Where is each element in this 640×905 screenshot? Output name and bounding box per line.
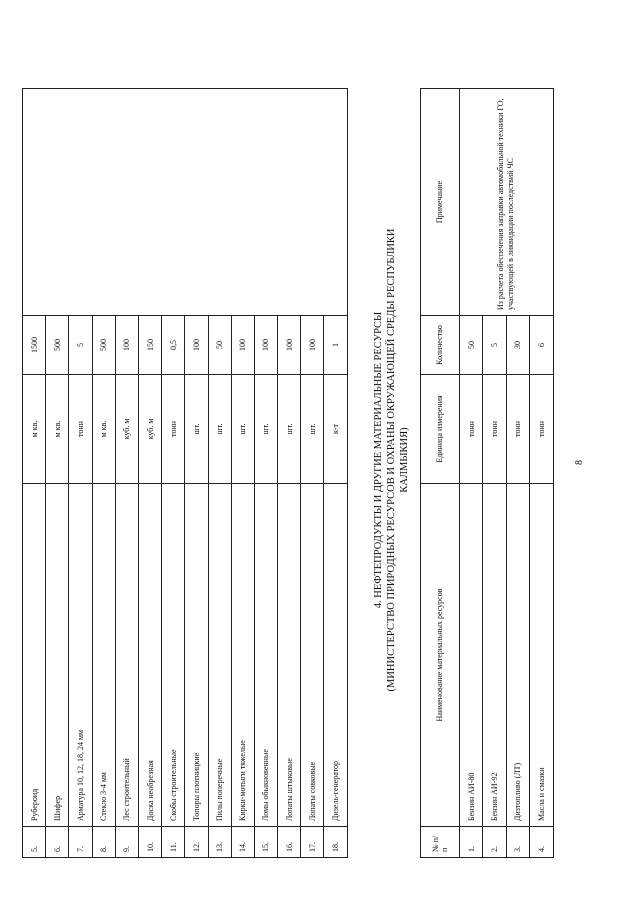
- cell-qty: 0,5: [162, 316, 185, 375]
- cell-note: [23, 89, 348, 316]
- cell-num: 11.: [162, 827, 185, 858]
- cell-num: 15.: [254, 827, 277, 858]
- cell-qty: 50: [208, 316, 231, 375]
- table-header-row: [421, 89, 460, 858]
- cell-unit: шт.: [278, 375, 301, 484]
- cell-qty: 100: [185, 316, 208, 375]
- cell-qty: 50: [460, 316, 483, 375]
- section-title-line2: (МИНИСТЕРСТВО ПРИРОДНЫХ РЕСУРСОВ И ОХРАНЫ ОКРУЖАЮЩЕЙ СРЕДЫ РЕСПУБЛИКИ КАЛМЫКИЯ): [386, 228, 410, 692]
- cell-num: 3.: [506, 827, 529, 858]
- cell-name: Бензин АИ-92: [483, 484, 506, 827]
- cell-qty: 5: [483, 316, 506, 375]
- header-name: Наименование материальных ресурсов: [421, 484, 460, 827]
- cell-unit: к-т: [324, 375, 347, 484]
- section-title-line1: 4. НЕФТЕПРОДУКТЫ И ДРУГИЕ МАТЕРИАЛЬНЫЕ РЕСУРСЫ: [373, 311, 384, 609]
- cell-num: 2.: [483, 827, 506, 858]
- cell-qty: 100: [115, 316, 138, 375]
- resources-table-continued: [22, 88, 348, 858]
- header-num: № п/п: [421, 827, 460, 858]
- cell-unit: шт.: [231, 375, 254, 484]
- cell-qty: 1500: [23, 316, 46, 375]
- cell-unit: шт.: [208, 375, 231, 484]
- cell-num: 9.: [115, 827, 138, 858]
- cell-name: Скобы строительные: [162, 484, 185, 827]
- cell-unit: тонн: [460, 375, 483, 484]
- cell-unit: тонн: [483, 375, 506, 484]
- table-row: [23, 89, 46, 858]
- cell-name: Лес строительный: [115, 484, 138, 827]
- cell-num: 16.: [278, 827, 301, 858]
- cell-num: 18.: [324, 827, 347, 858]
- section-title: [372, 225, 411, 695]
- cell-unit: шт.: [301, 375, 324, 484]
- cell-qty: 500: [92, 316, 115, 375]
- cell-name: Дизель-генератор: [324, 484, 347, 827]
- cell-name: Лопаты штыковые: [278, 484, 301, 827]
- cell-unit: м кв.: [46, 375, 69, 484]
- cell-num: 14.: [231, 827, 254, 858]
- cell-qty: 100: [254, 316, 277, 375]
- cell-unit: тонн: [506, 375, 529, 484]
- cell-name: Шифер: [46, 484, 69, 827]
- cell-unit: куб. м: [115, 375, 138, 484]
- cell-name: Пилы поперечные: [208, 484, 231, 827]
- cell-name: Ломы обыкновенные: [254, 484, 277, 827]
- cell-name: Лопаты совковые: [301, 484, 324, 827]
- cell-num: 1.: [460, 827, 483, 858]
- cell-note: Из расчета обеспечения заправки автомобильной техники ГО, участвующей в ликвидации последствий ЧС: [460, 89, 554, 316]
- resources-table-body: [23, 89, 348, 858]
- cell-name: Стекло 3-4 мм: [92, 484, 115, 827]
- cell-num: 17.: [301, 827, 324, 858]
- table-row: [460, 89, 483, 858]
- cell-qty: 100: [231, 316, 254, 375]
- cell-qty: 500: [46, 316, 69, 375]
- cell-name: Кирки-мотыги тяжелые: [231, 484, 254, 827]
- cell-name: Арматура 10, 12, 18, 24 мм: [69, 484, 92, 827]
- header-note: Примечание: [421, 89, 460, 316]
- cell-num: 13.: [208, 827, 231, 858]
- petroleum-table-body: [421, 89, 554, 858]
- cell-num: 7.: [69, 827, 92, 858]
- cell-unit: шт.: [254, 375, 277, 484]
- cell-qty: 5: [69, 316, 92, 375]
- cell-qty: 100: [278, 316, 301, 375]
- page-number: 8: [574, 460, 585, 465]
- cell-name: Топоры плотницкие: [185, 484, 208, 827]
- cell-qty: 6: [530, 316, 553, 375]
- header-unit: Единица измерения: [421, 375, 460, 484]
- cell-qty: 100: [301, 316, 324, 375]
- cell-qty: 1: [324, 316, 347, 375]
- cell-unit: тонн: [530, 375, 553, 484]
- cell-num: 6.: [46, 827, 69, 858]
- cell-unit: куб. м: [138, 375, 161, 484]
- cell-unit: шт.: [185, 375, 208, 484]
- cell-unit: тонн: [69, 375, 92, 484]
- cell-name: Дизтопливо (ЛТ): [506, 484, 529, 827]
- cell-unit: м кв.: [23, 375, 46, 484]
- cell-num: 4.: [530, 827, 553, 858]
- cell-name: Масла и смазки: [530, 484, 553, 827]
- cell-name: Доска необрезная: [138, 484, 161, 827]
- cell-unit: м кв.: [92, 375, 115, 484]
- cell-unit: тонн: [162, 375, 185, 484]
- cell-qty: 30: [506, 316, 529, 375]
- cell-num: 5.: [23, 827, 46, 858]
- cell-qty: 150: [138, 316, 161, 375]
- header-qty: Количество: [421, 316, 460, 375]
- petroleum-table: [420, 88, 554, 858]
- cell-num: 10.: [138, 827, 161, 858]
- cell-name: Бензин АИ-80: [460, 484, 483, 827]
- cell-num: 8.: [92, 827, 115, 858]
- cell-num: 12.: [185, 827, 208, 858]
- cell-name: Рубероид: [23, 484, 46, 827]
